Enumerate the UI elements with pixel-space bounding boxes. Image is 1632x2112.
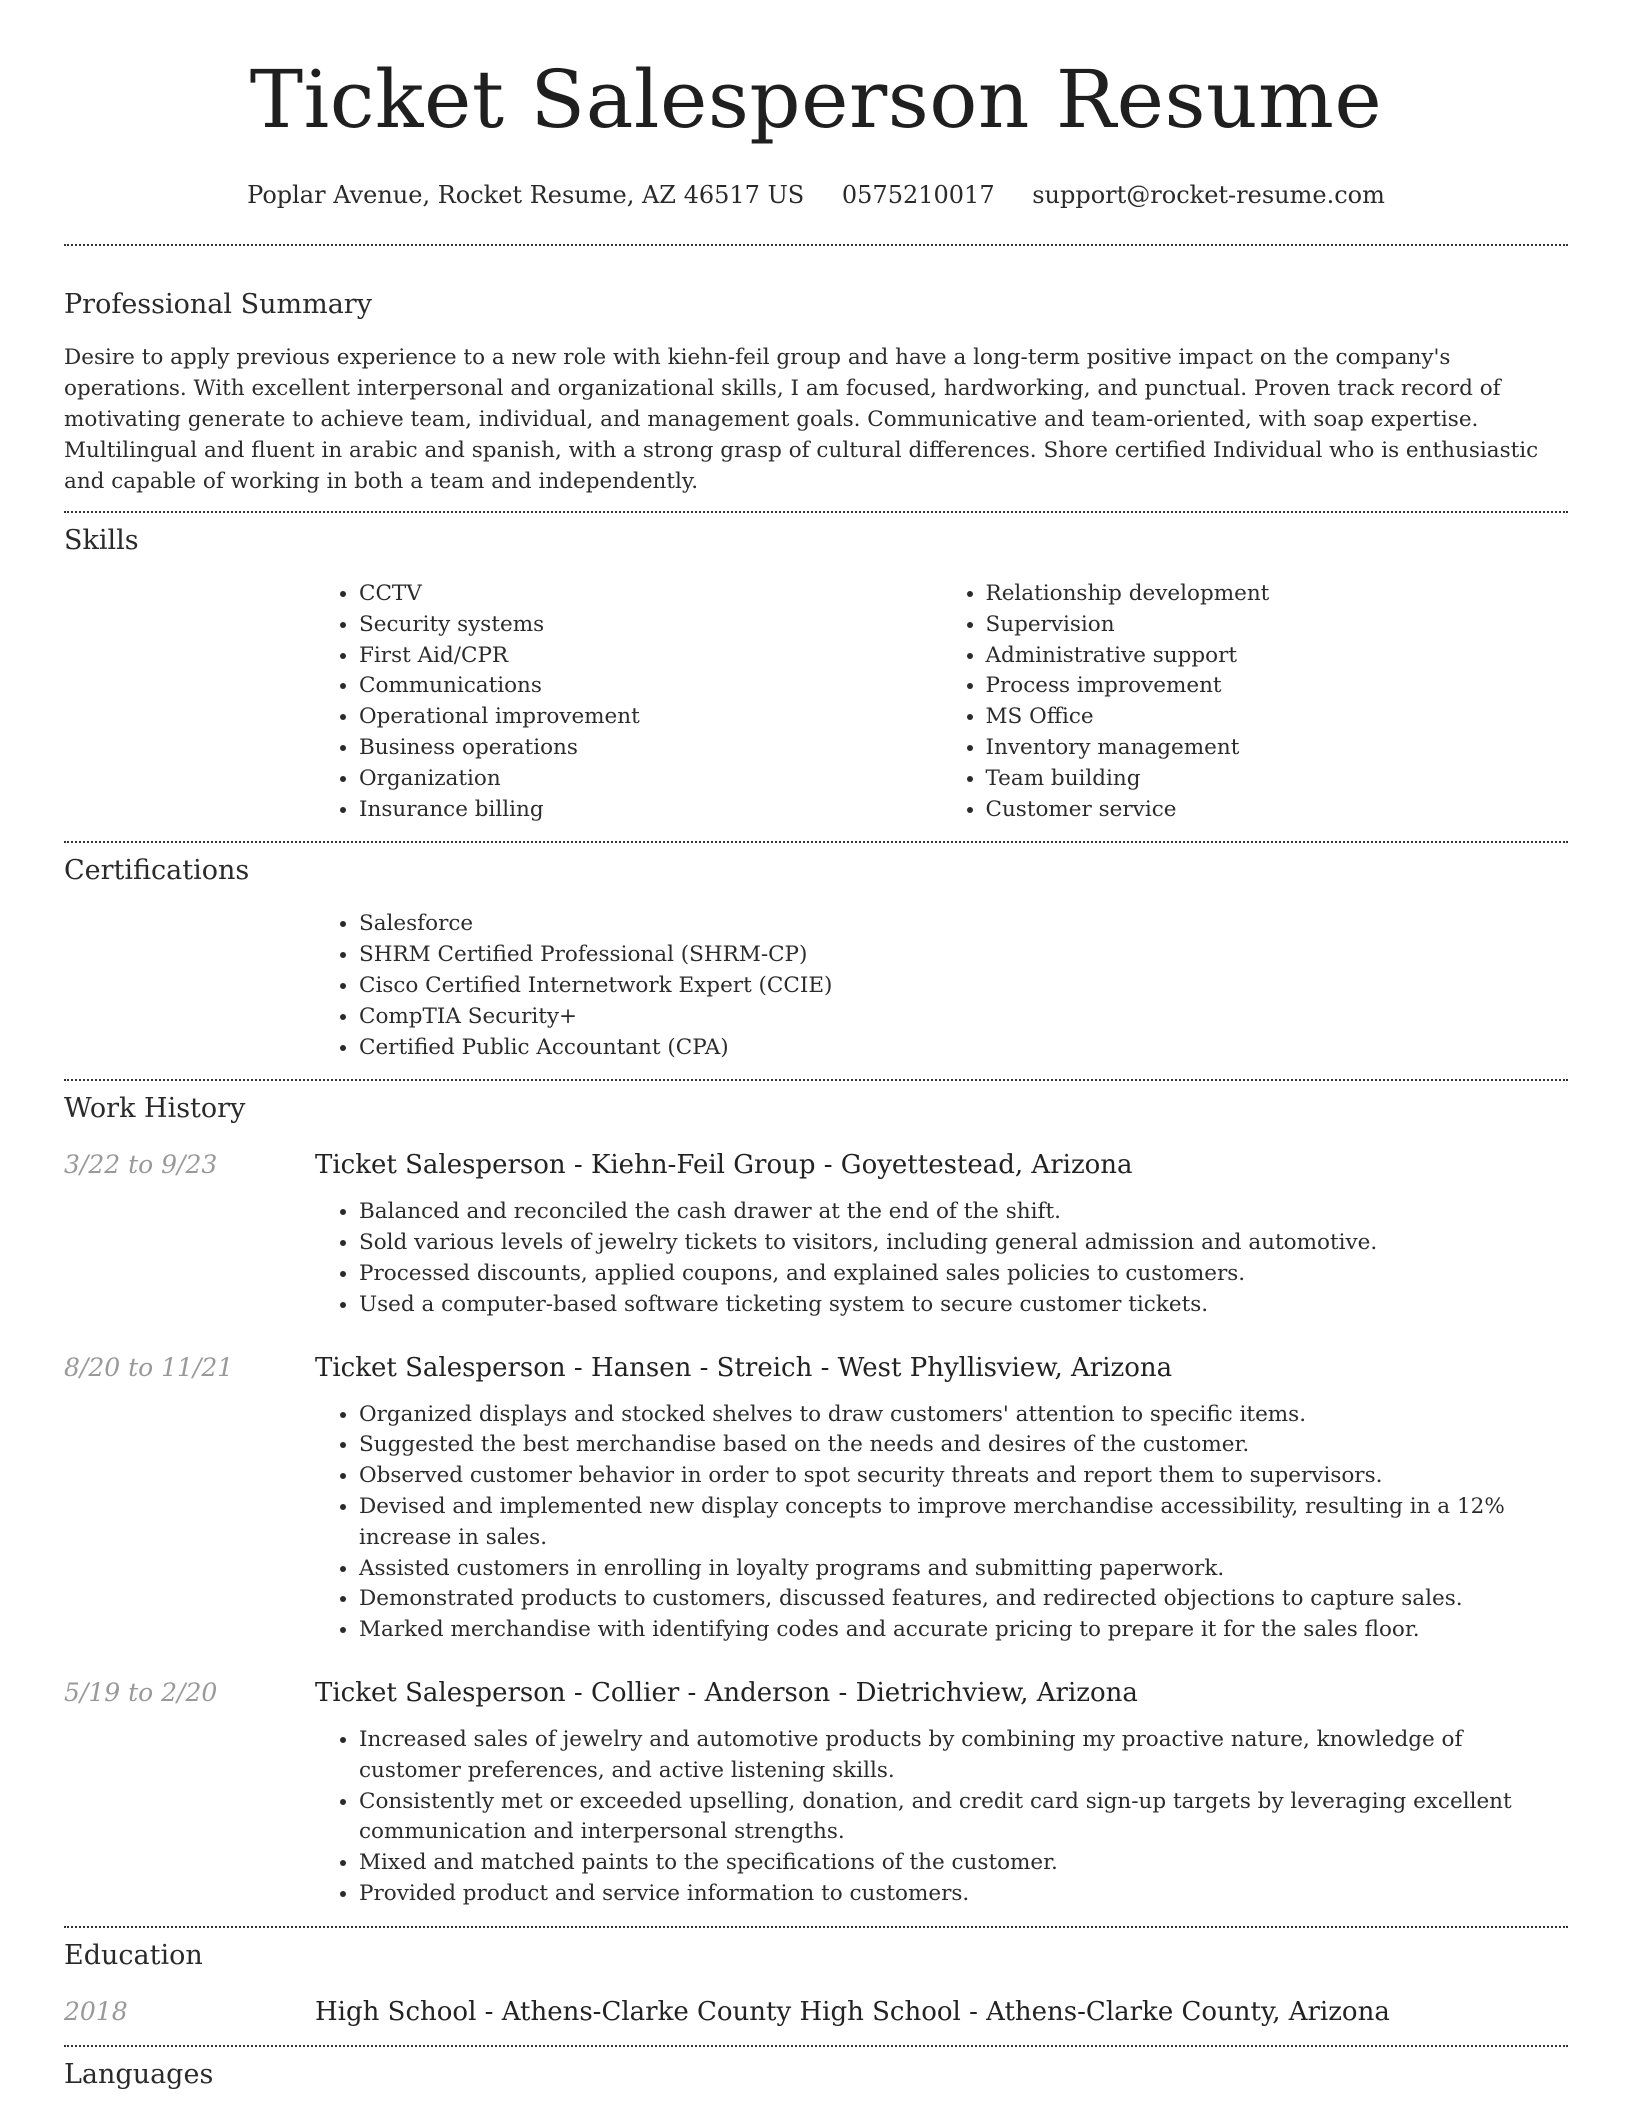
job-bullets	[315, 1400, 1568, 1646]
list-item: • Customer service	[986, 795, 1569, 826]
education-title: High School - Athens-Clarke County High School - Athens-Clarke County, Arizona	[315, 1996, 1390, 2027]
list-item: • CCTV	[359, 579, 942, 610]
list-item: • Team building	[986, 764, 1569, 795]
phone: 0575210017	[841, 181, 995, 209]
job-title: Ticket Salesperson - Kiehn-Feil Group - Goyettestead, Arizona	[315, 1150, 1133, 1181]
list-item: • SHRM Certified Professional (SHRM-CP)	[359, 940, 1568, 971]
list-item: • Marked merchandise with identifying codes and accurate pricing to prepare it for the sales floor.	[359, 1615, 1568, 1646]
summary-text: Desire to apply previous experience to a new role with kiehn-feil group and have a long-term positive impact on the company's operations. With excellent interpersonal and organizational skills, I am focused, hardworking, and punctual. Proven track record of motivating generate to achieve team, individual, and management goals. Communicative and team-oriented, with soap expertise. Multilingual and fluent in arabic and spanish, with a strong grasp of cultural differences. Shore certified Individual who is enthusiastic and capable of working in both a team and independently.	[64, 345, 1539, 494]
divider	[64, 1926, 1568, 1928]
list-item: • Increased sales of jewelry and automotive products by combining my proactive nature, knowledge of customer preferences, and active listening skills.	[359, 1725, 1568, 1787]
address: Poplar Avenue, Rocket Resume, AZ 46517 US	[247, 181, 805, 209]
list-item: • Mixed and matched paints to the specifications of the customer.	[359, 1848, 1568, 1879]
list-item: • Insurance billing	[359, 795, 942, 826]
list-item: • Assisted customers in enrolling in loyalty programs and submitting paperwork.	[359, 1554, 1568, 1585]
list-item: • Sold various levels of jewelry tickets to visitors, including general admission and automotive.	[359, 1228, 1568, 1259]
list-item: • Cisco Certified Internetwork Expert (CCIE)	[359, 971, 1568, 1002]
list-item: • Demonstrated products to customers, discussed features, and redirected objections to capture sales.	[359, 1584, 1568, 1615]
list-item: • Provided product and service information to customers.	[359, 1879, 1568, 1910]
list-item: • Suggested the best merchandise based on the needs and desires of the customer.	[359, 1430, 1568, 1461]
list-item: • Operational improvement	[359, 702, 942, 733]
list-item: • Used a computer-based software ticketing system to secure customer tickets.	[359, 1290, 1568, 1321]
skills-list	[315, 579, 1568, 825]
job-entry	[64, 1676, 1568, 1910]
job-dates: 8/20 to 11/21	[64, 1352, 234, 1382]
job-header	[64, 1148, 1568, 1182]
job-entry	[64, 1351, 1568, 1646]
list-item: • Processed discounts, applied coupons, and explained sales policies to customers.	[359, 1259, 1568, 1290]
certifications-list	[315, 909, 1568, 1063]
list-item: • Business operations	[359, 733, 942, 764]
list-item: • Certified Public Accountant (CPA)	[359, 1033, 1568, 1064]
list-item: • Supervision	[986, 610, 1569, 641]
resume-page	[64, 0, 1568, 2092]
job-title: Ticket Salesperson - Collier - Anderson - Dietrichview, Arizona	[315, 1677, 1138, 1708]
education-entry	[64, 1995, 1568, 2029]
divider	[64, 511, 1568, 513]
skills-column-left	[315, 579, 942, 825]
list-item: • Organized displays and stocked shelves to draw customers' attention to specific items.	[359, 1400, 1568, 1431]
work-history-heading: Work History	[64, 1093, 246, 1125]
job-bullets	[315, 1197, 1568, 1320]
job-header	[64, 1676, 1568, 1710]
list-item: • Salesforce	[359, 909, 1568, 940]
list-item: • Security systems	[359, 610, 942, 641]
list-item: • Relationship development	[986, 579, 1569, 610]
skills-heading: Skills	[64, 525, 139, 556]
list-item: • Process improvement	[986, 671, 1569, 702]
divider	[64, 841, 1568, 843]
job-header	[64, 1351, 1568, 1385]
divider	[64, 2045, 1568, 2047]
list-item: • Observed customer behavior in order to spot security threats and report them to supervisors.	[359, 1461, 1568, 1492]
list-item: • Consistently met or exceeded upselling, donation, and credit card sign-up targets by leveraging excellent communication and interpersonal strengths.	[359, 1787, 1568, 1849]
divider	[64, 1079, 1568, 1081]
email: support@rocket-resume.com	[1032, 181, 1385, 209]
list-item: • MS Office	[986, 702, 1569, 733]
job-entry	[64, 1148, 1568, 1320]
education-heading: Education	[64, 1939, 203, 1971]
list-item: • Communications	[359, 671, 942, 702]
list-item: • Administrative support	[986, 641, 1569, 672]
list-item: • Inventory management	[986, 733, 1569, 764]
contact-line	[64, 180, 1568, 210]
job-dates: 5/19 to 2/20	[64, 1677, 218, 1707]
job-bullets	[315, 1725, 1568, 1910]
certifications-heading: Certifications	[64, 855, 250, 887]
list-item: • First Aid/CPR	[359, 641, 942, 672]
skills-column-right	[942, 579, 1569, 825]
list-item: • Organization	[359, 764, 942, 795]
list-item: • Balanced and reconciled the cash drawer at the end of the shift.	[359, 1197, 1568, 1228]
job-dates: 3/22 to 9/23	[64, 1150, 218, 1180]
job-title: Ticket Salesperson - Hansen - Streich - West Phyllisview, Arizona	[315, 1352, 1173, 1383]
education-year: 2018	[64, 1996, 128, 2026]
summary-heading: Professional Summary	[64, 289, 372, 320]
languages-heading: Languages	[64, 2058, 214, 2090]
divider	[64, 244, 1568, 246]
list-item: • Devised and implemented new display concepts to improve merchandise accessibility, resulting in a 12% increase in sales.	[359, 1492, 1568, 1554]
resume-title: Ticket Salesperson Resume	[249, 53, 1383, 146]
list-item: • CompTIA Security+	[359, 1002, 1568, 1033]
